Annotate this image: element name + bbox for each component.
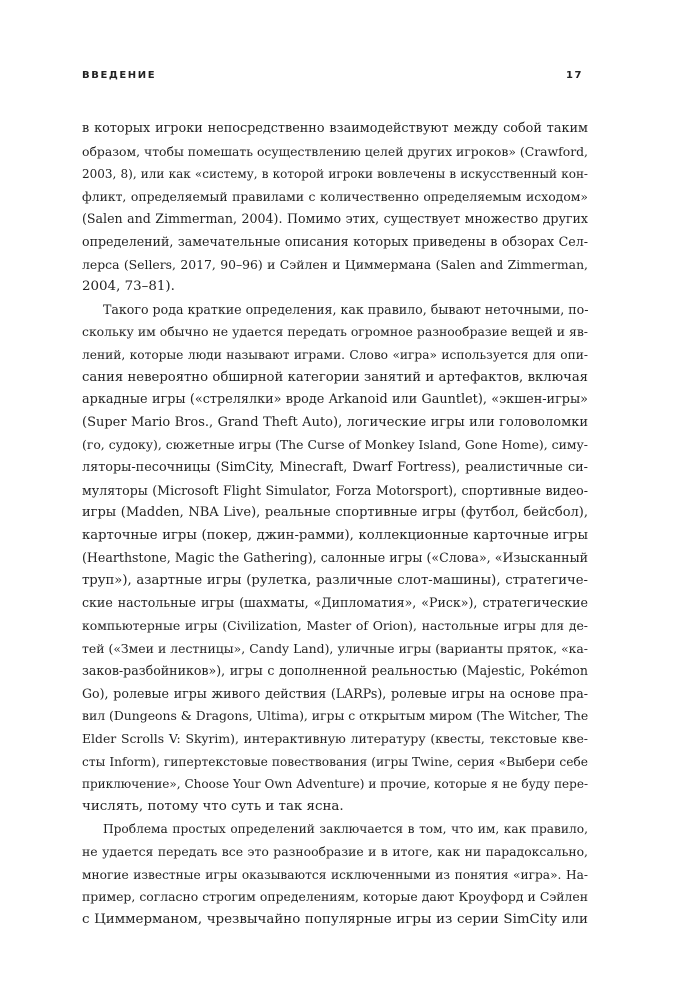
text-line: лений, которые люди называют играми. Слово «игра» используется для опи- bbox=[82, 347, 588, 362]
text-line: сания невероятно обширной категории занятий и артефактов, включая bbox=[82, 369, 588, 385]
text-line: приключение», Choose Your Own Adventure) и прочие, которые я не буду пере- bbox=[82, 777, 588, 792]
text-line: Elder Scrolls V: Skyrim), интерактивную литературу (квесты, текстовые кве- bbox=[82, 731, 588, 747]
text-line: вил (Dungeons & Dragons, Ultima), игры с открытым миром (The Witcher, The bbox=[82, 708, 589, 724]
text-line: фликт, определяемый правилами с количественно определяемым исходом» bbox=[82, 188, 588, 204]
text-line: числять, потому что суть и так ясна. bbox=[82, 798, 344, 814]
body-text bbox=[82, 118, 588, 931]
text-line: определений, замечательные описания которых приведены в обзорах Сел- bbox=[82, 233, 588, 249]
text-line: (го, судоку), сюжетные игры (The Curse of Monkey Island, Gone Home), симу- bbox=[82, 437, 588, 453]
text-line: Такого рода краткие определения, как правило, бывают неточными, по- bbox=[103, 301, 589, 317]
text-line: не удается передать все это разнообразие и в итоге, как ни парадоксально, bbox=[82, 844, 588, 859]
paragraph-3 bbox=[82, 818, 588, 931]
text-line: Проблема простых определений заключается в том, что им, как правило, bbox=[103, 822, 588, 837]
running-title: ВВЕДЕНИЕ bbox=[82, 70, 157, 81]
text-line: 2003, 8), или как «систему, в которой игроки вовлечены в искусственный кон- bbox=[82, 167, 588, 182]
text-line: игры (Madden, NBA Live), реальные спортивные игры (футбол, бейсбол), bbox=[82, 505, 588, 521]
text-line: многие известные игры оказываются исключенными из понятия «игра». На- bbox=[82, 867, 588, 882]
text-line: образом, чтобы помешать осуществлению целей других игроков» (Crawford, bbox=[82, 143, 588, 159]
paragraph-2 bbox=[82, 299, 588, 819]
text-line: тей («Змеи и лестницы», Candy Land), уличные игры (варианты пряток, «ка- bbox=[82, 640, 588, 656]
text-line: труп»), азартные игры (рулетка, различные слот-машины), стратегиче- bbox=[82, 572, 588, 588]
text-line: лерса (Sellers, 2017, 90–96) и Сэйлен и Циммермана (Salen and Zimmerman, bbox=[82, 256, 588, 272]
text-line: (Super Mario Bros., Grand Theft Auto), логические игры или головоломки bbox=[82, 414, 588, 430]
text-line: в которых игроки непосредственно взаимодействуют между собой таким bbox=[82, 121, 588, 136]
text-line: карточные игры (покер, джин-рамми), коллекционные карточные игры bbox=[82, 527, 588, 543]
text-line: компьютерные игры (Civilization, Master of Orion), настольные игры для де- bbox=[82, 618, 588, 634]
text-line: аркадные игры («стрелялки» вроде Arkanoid или Gauntlet), «экшен-игры» bbox=[82, 392, 588, 408]
text-line: сты Inform), гипертекстовые повествования (игры Twine, серия «Выбери себе bbox=[82, 754, 588, 769]
paragraph-1 bbox=[82, 118, 588, 299]
text-line: муляторы (Microsoft Flight Simulator, Forza Motorsport), спортивные видео- bbox=[82, 482, 588, 498]
text-line: Go), ролевые игры живого действия (LARPs), ролевые игры на основе пра- bbox=[82, 685, 588, 701]
text-line: (Hearthstone, Magic the Gathering), салонные игры («Слова», «Изысканный bbox=[82, 550, 588, 566]
text-line: заков-разбойников»), игры с дополненной реальностью (Majestic, Pokémon bbox=[82, 663, 588, 679]
text-line: с Циммерманом, чрезвычайно популярные игры из серии SimCity или bbox=[82, 911, 588, 927]
text-line: пример, согласно строгим определениям, которые дают Кроуфорд и Сэйлен bbox=[82, 889, 588, 905]
text-line: ляторы-песочницы (SimCity, Minecraft, Dwarf Fortress), реалистичные си- bbox=[82, 459, 588, 475]
text-line: скольку им обычно не удается передать огромное разнообразие вещей и яв- bbox=[82, 324, 588, 340]
text-line: 2004, 73–81). bbox=[82, 279, 175, 295]
page-number: 17 bbox=[566, 70, 584, 81]
text-line: ские настольные игры (шахматы, «Дипломатия», «Риск»), стратегические bbox=[82, 595, 588, 611]
text-line: (Salen and Zimmerman, 2004). Помимо этих, существует множество других bbox=[82, 211, 588, 227]
